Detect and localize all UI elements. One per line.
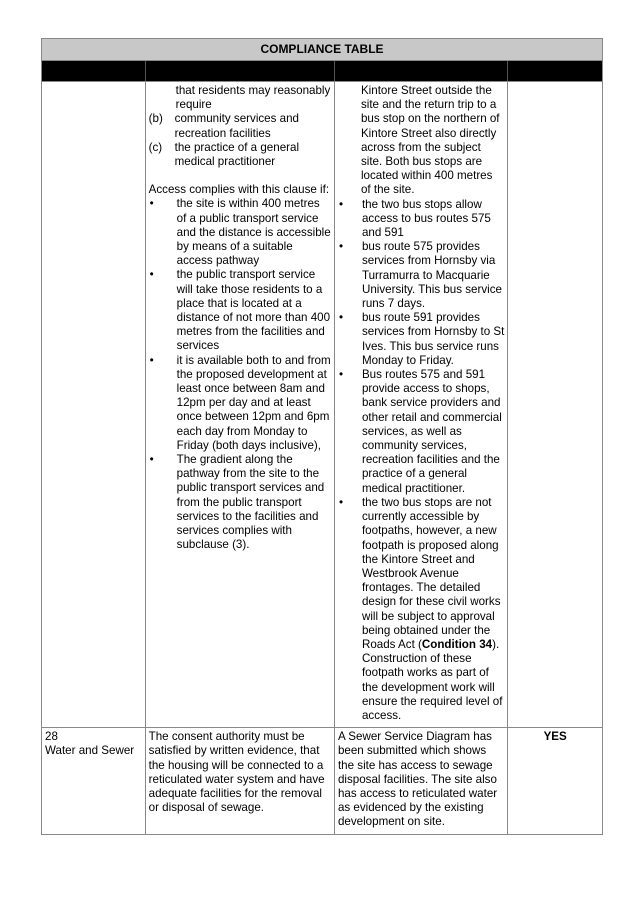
bullet-item: • the two bus stops are not currently accessible by footpaths, however, a new footpath is proposed along the Kintore Street and Westbrook Avenue frontages. The detailed design for these civil works will be subject to approval being obtained under the Roads Act (Condition 34). Construction of these footpath works as part of the development work will ensure the required level of access. xyxy=(338,495,503,722)
complies-cell xyxy=(508,82,602,727)
comment-cell xyxy=(335,82,508,727)
complies-value: YES xyxy=(543,730,567,744)
bullet-item: • bus route 575 provides services from Hornsby via Turramurra to Macquarie University. This bus service runs 7 days. xyxy=(338,240,502,311)
table-row-continued xyxy=(42,81,602,727)
bullet-item: • Bus routes 575 and 591 provide access to shops, bank service providers and other retail and commercial services, as well as community services, recreation facilities and the practice of a general medical practitioner. xyxy=(338,368,502,495)
clause-number: 28 xyxy=(45,730,58,744)
bullet-item: • the site is within 400 metres of a public transport service and the distance is accessible by means of a suitable access pathway xyxy=(149,197,331,268)
sub-item: (c) the practice of a general medical practitioner xyxy=(148,140,300,169)
bullet-item: • it is available both to and from the proposed development at least once between 8am and 12pm per day and at least once between 12pm and 6pm each day from Monday to Friday (both days inclusive), xyxy=(149,353,331,452)
table-row-28 xyxy=(42,727,602,833)
clause-name: Water and Sewer xyxy=(45,744,135,758)
comment-cell: A Sewer Service Diagram has been submitted which shows the site has access to sewage disposal facilities. The site also has access to reticulated water as evidenced by the existing development on site. xyxy=(335,728,508,833)
requirement-cell xyxy=(146,82,335,727)
requirement-cell: The consent authority must be satisfied by written evidence, that the housing will be connected to a reticulated water system and have adequate facilities for the removal or disposal of sewage. xyxy=(146,728,335,833)
requirement-continuation: that residents may reasonably require xyxy=(175,84,331,112)
compliance-table xyxy=(41,38,603,835)
access-intro: Access complies with this clause if: xyxy=(148,183,330,197)
clause-cell xyxy=(42,82,146,727)
bullet-item: • The gradient along the pathway from the site to the public transport services and from the public transport services to the facilities and services complies with subclause (3). xyxy=(149,453,325,552)
bullet-item: • the two bus stops allow access to bus routes 575 and 591 xyxy=(338,197,491,240)
bullet-item: • bus route 591 provides services from Hornsby to St Ives. This bus service runs Monday to Friday. xyxy=(338,311,505,367)
condition-reference: Condition 34 xyxy=(421,637,493,651)
bullet-item: • the public transport service will take those residents to a place that is located at a distance of not more than 400 metres from the facilities and services xyxy=(149,268,331,353)
table-title: COMPLIANCE TABLE xyxy=(42,39,602,61)
sub-item: (b) community services and recreation facilities xyxy=(148,112,299,140)
table-header-bar xyxy=(42,61,602,81)
clause-cell xyxy=(42,728,146,833)
comment-continuation: Kintore Street outside the site and the return trip to a bus stop on the northern of Kintore Street also directly across from the subject site. Both bus stops are located within 400 metres of the site. xyxy=(360,84,500,197)
